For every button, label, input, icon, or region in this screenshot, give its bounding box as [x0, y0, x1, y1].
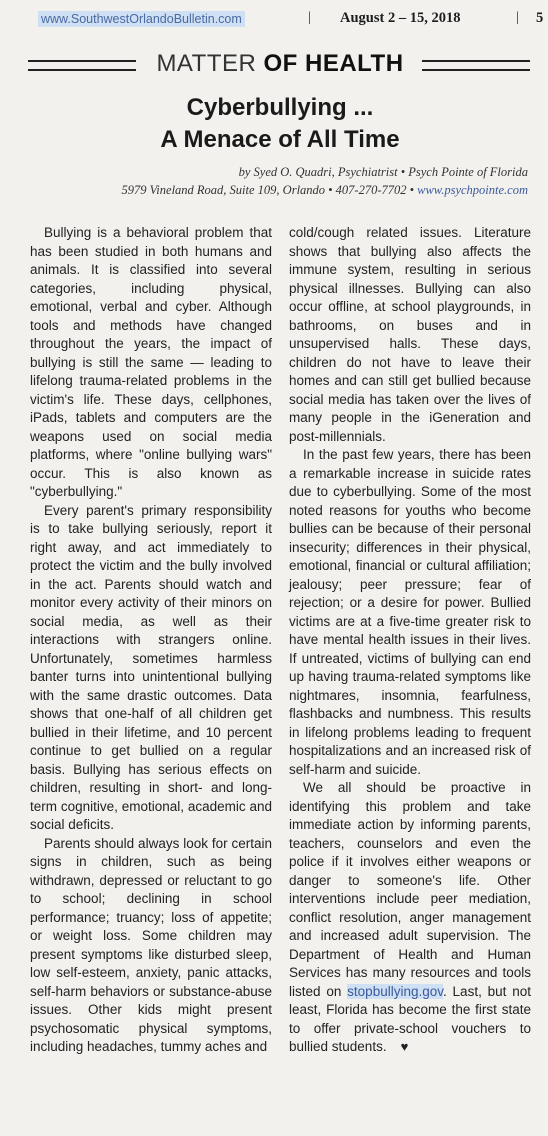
- article-paragraph: Every parent's primary responsibility is to take bullying seriously, report it right away, and act immediately to protect the victim and the bully involved in the act. Parents should watch and monitor every activity of their minors on social media, as well as their interactions with strangers online. Unfortunately, sometimes harmless banter turns into unintentional bullying with the same drastic outcomes. Data shows that one-half of all children get bullied in their lifetime, and 10 percent continue to get bullied on a regular basis. Bullying has serious effects on children, resulting in short- and long-term cognitive, emotional, academic and social deficits.: [30, 502, 272, 832]
- article-column-left: [30, 224, 272, 1057]
- paragraph-text: . Last, but not least, Florida has become the first state to offer private-school vouchers to bullied students.: [289, 983, 531, 1054]
- byline-author: by Syed O. Quadri, Psychiatrist • Psych Pointe of Florida: [238, 165, 528, 179]
- byline-website-link[interactable]: www.psychpointe.com: [417, 183, 528, 197]
- section-title-light: MATTER: [156, 50, 257, 77]
- article-byline: [121, 163, 528, 199]
- end-mark-heart-icon: ♥: [400, 1039, 409, 1054]
- page-number: 5: [536, 10, 544, 26]
- section-banner: [28, 48, 530, 84]
- section-title: [148, 50, 412, 78]
- byline-address-text: 5979 Vineland Road, Suite 109, Orlando • 407-270-7702 •: [121, 183, 414, 197]
- section-title-heavy: OF HEALTH: [263, 50, 404, 77]
- paragraph-text: We all should be proactive in identifying this problem and take immediate action by informing parents, teachers, counselors and even the police if it involves either weapons or danger to someone's life. Other interventions include peer mediation, conflict resolution, anger management and increased adult supervision. The Department of Health and Human Services has many resources and tools listed on: [289, 780, 531, 999]
- stopbullying-link[interactable]: stopbullying.gov: [347, 983, 443, 999]
- site-url-link[interactable]: www.SouthwestOrlandoBulletin.com: [38, 11, 245, 27]
- article-column-right: [289, 224, 531, 1057]
- page-header: [26, 8, 544, 34]
- article-paragraph: Bullying is a behavioral problem that has been studied in both humans and animals. It is classified into several categories, including physical, emotional, verbal and cyber. Although tools and methods have changed throughout the years, the impact of bullying is still the same — leading to lifelong trauma-related problems in the victim's life. These days, cellphones, iPads, tablets and computers are the weapons used on social media platforms, where "online bullying wars" occur. This is also known as "cyberbullying.": [30, 225, 272, 499]
- article-paragraph: In the past few years, there has been a remarkable increase in suicide rates due to cyberbullying. Some of the most noted reasons for youths who become bullies can be because of their personal insecurity; differences in their physical, emotional, financial or cultural affiliation; jealousy; peer pressure; fear of rejection; or a desire for power. Bullied victims are at a five-time greater risk to have mental health issues in their lives. If untreated, victims of bullying can end up having trauma-related symptoms like nightmares, insomnia, fearfulness, flashbacks and numbness. This results in lifelong problems leading to frequent hospitalizations and an increased risk of self-harm and suicide.: [289, 447, 531, 777]
- headline-line-2: A Menace of All Time: [160, 126, 400, 153]
- headline-line-1: Cyberbullying ...: [186, 94, 374, 121]
- byline-address: [121, 181, 528, 199]
- article-paragraph-final: [289, 779, 531, 1057]
- header-separator: |: [516, 10, 519, 25]
- article-paragraph: cold/cough related issues. Literature shows that bullying also affects the immune system, resulting in serious physical illnesses. Bullying can also occur offline, at school playgrounds, in bathrooms, on buses and in unsupervised halls. These days, children do not have to leave their homes and can still get bullied because social media has taken over the lives of many people in the iGeneration and post-millennials.: [289, 225, 531, 444]
- article-headline: [30, 92, 530, 156]
- issue-date: August 2 – 15, 2018: [340, 10, 461, 26]
- double-rule-right: [422, 60, 530, 71]
- article-paragraph: Parents should always look for certain signs in children, such as being withdrawn, depressed or reluctant to go to school; declining in school performance; truancy; loss of appetite; or weight loss. Some children may present symptoms like disturbed sleep, low self-esteem, anxiety, panic attacks, self-harm behaviors or substance-abuse issues. Other kids might present psychosomatic physical symptoms, including headaches, tummy aches and: [30, 835, 272, 1054]
- double-rule-left: [28, 60, 136, 71]
- header-separator: |: [308, 10, 311, 25]
